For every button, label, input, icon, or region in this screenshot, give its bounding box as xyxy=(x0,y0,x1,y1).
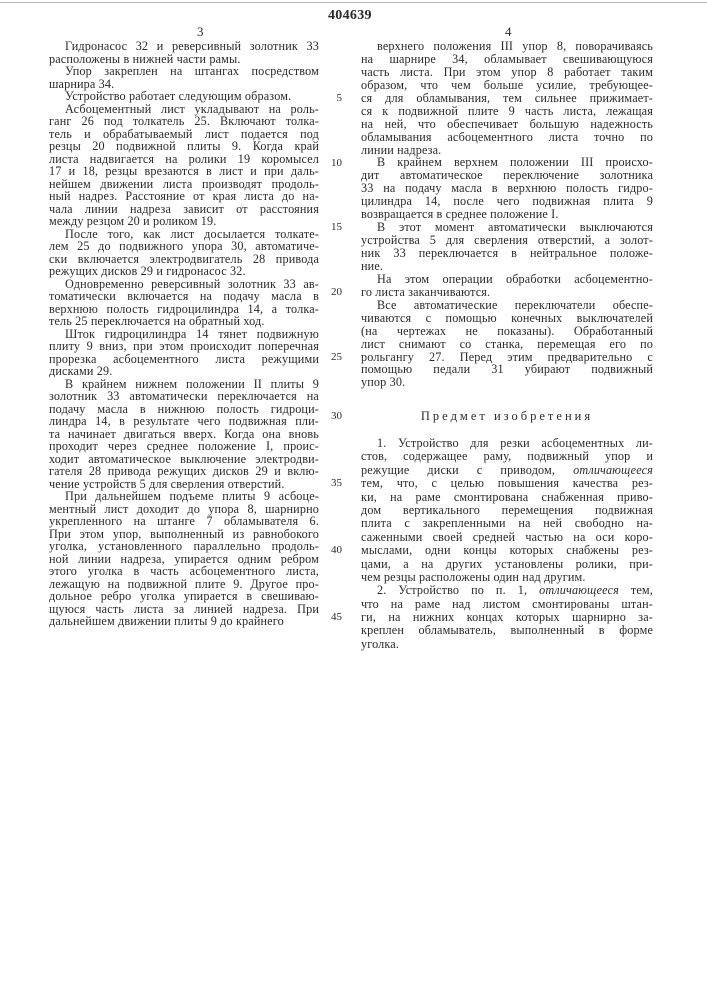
text-line: дом вертикального перемещения подвижная xyxy=(361,504,653,517)
paragraph xyxy=(361,273,653,299)
text-line: ник 33 переключается в нейтральное положе- xyxy=(361,247,653,260)
text-line: дальнейшем движении плиты 9 до крайнего xyxy=(49,615,319,628)
text-line: цилиндра 14, после чего подвижная плита 9 xyxy=(361,195,653,208)
right-column-text xyxy=(361,40,653,389)
text-line: тем, что, с целью повышения качества рез- xyxy=(361,477,653,490)
text-line: цами, а на других установлены ролики, при- xyxy=(361,558,653,571)
line-number: 20 xyxy=(322,286,342,298)
text-line: ски включается электродвигатель 28 привода xyxy=(49,253,319,266)
text-line: Шток гидроцилиндра 14 тянет подвижную xyxy=(49,328,319,341)
paragraph xyxy=(361,156,653,221)
text-line: что на раме над листом смонтированы штан- xyxy=(361,598,653,611)
line-number: 5 xyxy=(322,92,342,104)
text-line: золотник 33 автоматически переключается на xyxy=(49,390,319,403)
text-line: При этом упор, выполненный из равнобокого xyxy=(49,528,319,541)
text-line: В этот момент автоматически выключаются xyxy=(361,221,653,234)
text-line: помощью педали 31 убирают подвижный xyxy=(361,363,653,376)
text-line: тель 25 переключается на обратный ход. xyxy=(49,315,319,328)
text-line: чала линии надреза зависит от расстояния xyxy=(49,203,319,216)
text-line: расположены в нижней части рамы. xyxy=(49,53,319,66)
text-line: креплен обламыватель, выполненный в форме xyxy=(361,624,653,637)
text-line: (на чертежах не показаны). Обработанный xyxy=(361,325,653,338)
paragraph xyxy=(49,490,319,628)
text-line: Устройство работает следующим образом. xyxy=(49,90,319,103)
paragraph xyxy=(49,328,319,378)
text-line: ный надрез. Расстояние от края листа до на- xyxy=(49,190,319,203)
text-line: дит автоматическое переключение золотника xyxy=(361,169,653,182)
text-line: гателя 28 привода режущих дисков 29 и вклю- xyxy=(49,465,319,478)
text-line: мыслами, одни концы которых снабжены рез- xyxy=(361,544,653,557)
top-rule xyxy=(0,2,707,3)
paragraph xyxy=(49,103,319,228)
text-line: чем резцы расположены один над другим. xyxy=(361,571,653,584)
text-line: чиваются с помощью конечных выключателей xyxy=(361,312,653,325)
text-line: щуюся часть листа за линией надреза. При xyxy=(49,603,319,616)
text-line: 17 и 18, резцы врезаются в лист и при даль- xyxy=(49,165,319,178)
text-line: плита с закрепленными на ней свободно на- xyxy=(361,517,653,530)
text-line: нейшем движении листа производят продоль- xyxy=(49,178,319,191)
text-line: шарнира 34. xyxy=(49,78,319,91)
text-line: листа надвигается на ролики 19 коромысел xyxy=(49,153,319,166)
paragraph xyxy=(361,299,653,390)
text-line: этого уголка в часть асбоцементного листа, xyxy=(49,565,319,578)
text-line: на шарнире 34, обламывает свешивающуюся xyxy=(361,53,653,66)
text-line: Одновременно реверсивный золотник 33 ав- xyxy=(49,278,319,291)
page-number-right: 4 xyxy=(505,24,512,40)
line-number: 45 xyxy=(322,611,342,623)
text-line: чение устройств 5 для сверления отверстий. xyxy=(49,478,319,491)
text-line: В крайнем верхнем положении III происхо- xyxy=(361,156,653,169)
text-line: верхнего положения III упор 8, поворачиваясь xyxy=(361,40,653,53)
paragraph xyxy=(49,90,319,103)
text-line: ки, на раме смонтирована снабженная приво- xyxy=(361,491,653,504)
text-line: После того, как лист досылается толкате- xyxy=(49,228,319,241)
text-line: режущие диски с приводом, отличающееся xyxy=(361,464,653,477)
page-number-left: 3 xyxy=(197,24,204,40)
italic-term: отличающееся xyxy=(573,463,653,477)
text-line: саженными своей средней частью на оси коро- xyxy=(361,531,653,544)
text-line: на ней, что обеспечивает большую надежность xyxy=(361,118,653,131)
text-line: устройства 5 для сверления отверстий, а золот- xyxy=(361,234,653,247)
line-number: 15 xyxy=(322,221,342,233)
text-line: ние. xyxy=(361,260,653,273)
text-line: стов, содержащее раму, подвижный упор и xyxy=(361,450,653,463)
text-line: тель и обрабатываемый лист подается под xyxy=(49,128,319,141)
text-line: возвращается в среднее положение I. xyxy=(361,208,653,221)
text-line: ходит автоматическое выключение электродви- xyxy=(49,453,319,466)
text-line: верхнюю полость гидроцилиндра 14, а толка- xyxy=(49,303,319,316)
text-line: уголка, установленного параллельно продоль- xyxy=(49,540,319,553)
text-line: Упор закреплен на штангах посредством xyxy=(49,65,319,78)
text-line: часть листа. При этом упор 8 работает таким xyxy=(361,66,653,79)
paragraph xyxy=(361,584,653,651)
text-line: лист снимают со станка, перемещая его по xyxy=(361,338,653,351)
paragraph xyxy=(49,40,319,65)
text-line: 2. Устройство по п. 1, отличающееся тем, xyxy=(361,584,653,597)
text-line: 1. Устройство для резки асбоцементных ли- xyxy=(361,437,653,450)
text-line: линдра 14, в результате чего подвижная пли- xyxy=(49,415,319,428)
paragraph xyxy=(361,221,653,273)
text-line: проходит через среднее положение I, проис- xyxy=(49,440,319,453)
left-column-text xyxy=(49,40,319,628)
text-line: резцы 20 подвижной плиты 9. Когда край xyxy=(49,140,319,153)
line-number: 40 xyxy=(322,544,342,556)
text-line: линии надреза. xyxy=(361,144,653,157)
text-line: Асбоцементный лист укладывают на роль- xyxy=(49,103,319,116)
claims-text xyxy=(361,437,653,651)
text-line: Все автоматические переключатели обеспе- xyxy=(361,299,653,312)
text-line: прорезка асбоцементного листа режущими xyxy=(49,353,319,366)
text-line: уголка. xyxy=(361,638,653,651)
text-line: ся для обламывания, тем сильнее прижимает- xyxy=(361,92,653,105)
text-line: При дальнейшем подъеме плиты 9 асбоце- xyxy=(49,490,319,503)
claims-heading: Предмет изобретения xyxy=(361,409,653,424)
patent-number: 404639 xyxy=(328,8,372,24)
text-line: рольгангу 27. Перед этим предварительно с xyxy=(361,351,653,364)
text-line: ги, на нижних концах которых шарнирно за- xyxy=(361,611,653,624)
text-line: дисками 29. xyxy=(49,365,319,378)
text-line: дольное ребро уголка упирается в свешиваю- xyxy=(49,590,319,603)
text-line: режущих дисков 29 и гидронасос 32. xyxy=(49,265,319,278)
italic-term: отличающееся xyxy=(539,583,619,597)
line-number: 10 xyxy=(322,157,342,169)
text-line: обламывания асбоцементного листа точно по xyxy=(361,131,653,144)
text-line: ся к подвижной плите 9 часть листа, лежащая xyxy=(361,105,653,118)
paragraph xyxy=(49,228,319,278)
text-line: Гидронасос 32 и реверсивный золотник 33 xyxy=(49,40,319,53)
paragraph xyxy=(49,378,319,491)
text-line: томатически включается на подачу масла в xyxy=(49,290,319,303)
line-number: 35 xyxy=(322,477,342,489)
text-line: та начинает двигаться вверх. Когда она вновь xyxy=(49,428,319,441)
text-line: лежащую на подвижной плите 9. Другое про- xyxy=(49,578,319,591)
line-number: 30 xyxy=(322,410,342,422)
text-line: образом, что чем больше усилие, требующее- xyxy=(361,79,653,92)
paragraph xyxy=(49,65,319,90)
paragraph xyxy=(49,278,319,328)
text-line: 33 на подачу масла в верхнюю полость гидро- xyxy=(361,182,653,195)
paragraph xyxy=(361,437,653,584)
text-line: ганг 26 под толкатель 25. Включают толка- xyxy=(49,115,319,128)
text-line: упор 30. xyxy=(361,376,653,389)
paragraph xyxy=(361,40,653,156)
text-line: подачу масла в нижнюю полость гидроци- xyxy=(49,403,319,416)
text-line: плиту 9 вниз, при этом происходит поперечная xyxy=(49,340,319,353)
text-line: укрепленного на штанге 7 обламывателя 6. xyxy=(49,515,319,528)
text-line: В крайнем нижнем положении II плиты 9 xyxy=(49,378,319,391)
text-line: между резцом 20 и роликом 19. xyxy=(49,215,319,228)
text-line: лем 25 до подвижного упора 30, автоматиче- xyxy=(49,240,319,253)
text-line: го листа заканчиваются. xyxy=(361,286,653,299)
text-line: ной линии надреза, упирается одним ребром xyxy=(49,553,319,566)
text-line: ментный лист доходит до упора 8, шарнирно xyxy=(49,503,319,516)
line-number: 25 xyxy=(322,351,342,363)
text-line: На этом операции обработки асбоцементно- xyxy=(361,273,653,286)
